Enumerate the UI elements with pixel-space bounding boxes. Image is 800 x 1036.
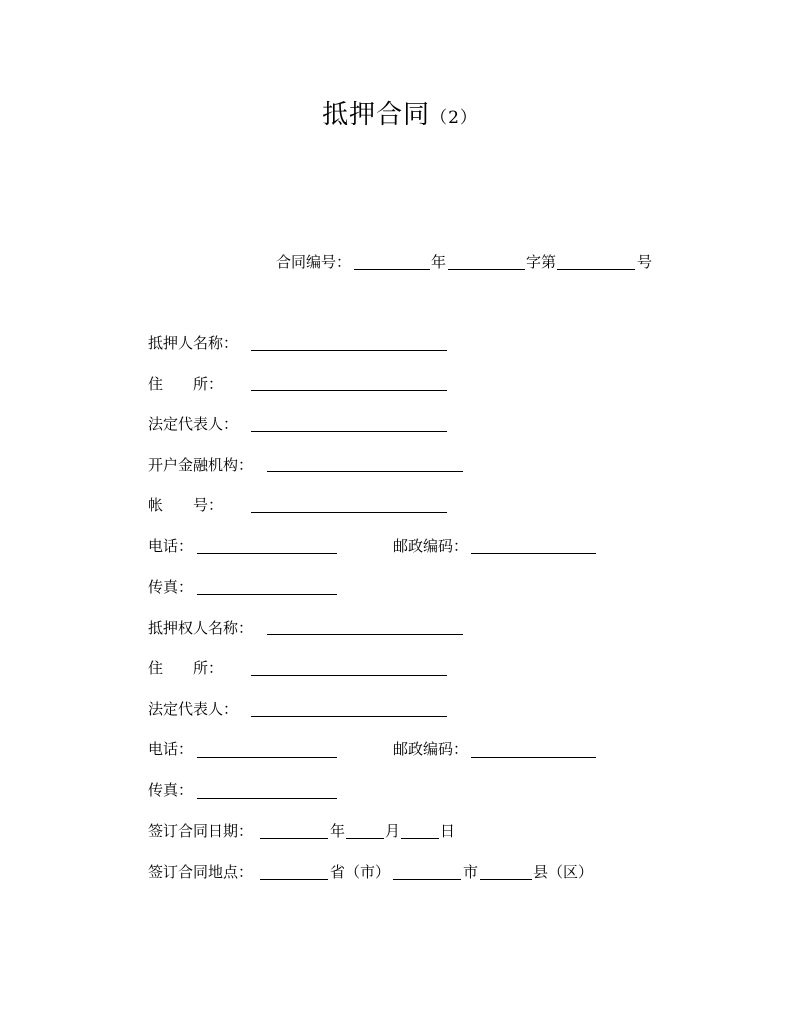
mortgagor-postcode-blank[interactable]: [471, 552, 596, 554]
mortgagor-bank-blank[interactable]: [267, 470, 463, 472]
mortgagor-phone-label: 电话：: [148, 537, 194, 555]
sign-place-province-blank[interactable]: [260, 878, 328, 880]
sign-date-year-blank[interactable]: [260, 837, 328, 839]
contract-no-year-blank[interactable]: [354, 268, 430, 270]
contract-no-year: 年: [431, 253, 447, 271]
mortgagee-legal-rep-blank[interactable]: [251, 715, 447, 717]
title-main: 抵押合同: [322, 100, 431, 130]
mortgagor-name-blank[interactable]: [251, 349, 447, 351]
sign-date-year: 年: [330, 822, 346, 840]
mortgagor-address-blank[interactable]: [251, 389, 447, 391]
mortgagee-name-label: 抵押权人名称：: [148, 619, 254, 637]
sign-place-city: 市: [463, 863, 479, 881]
sign-date-month: 月: [385, 822, 401, 840]
sign-date-day: 日: [440, 822, 456, 840]
mortgagor-name-label: 抵押人名称：: [148, 334, 239, 352]
mortgagee-postcode-label: 邮政编码：: [393, 740, 469, 758]
mortgagee-address-blank[interactable]: [251, 674, 447, 676]
mortgagor-account-blank[interactable]: [251, 511, 447, 513]
sign-date-month-blank[interactable]: [346, 837, 384, 839]
contract-no-label: 合同编号：: [276, 253, 352, 271]
sign-date-day-blank[interactable]: [401, 837, 439, 839]
mortgagor-fax-label: 传真：: [148, 578, 194, 596]
sign-date-label: 签订合同日期：: [148, 822, 254, 840]
contract-no-zi-blank[interactable]: [448, 268, 525, 270]
sign-place-county-blank[interactable]: [480, 878, 532, 880]
sign-place-province: 省（市）: [330, 863, 391, 881]
mortgagee-address-label: 住 所：: [148, 659, 224, 677]
mortgagee-phone-label: 电话：: [148, 740, 194, 758]
mortgagee-phone-blank[interactable]: [197, 756, 337, 758]
title-suffix: （2）: [430, 108, 478, 128]
contract-no-zidi: 字第: [526, 253, 557, 271]
contract-no-hao: 号: [637, 253, 653, 271]
mortgagee-fax-blank[interactable]: [197, 797, 337, 799]
mortgagor-address-label: 住 所：: [148, 375, 224, 393]
mortgagor-legal-rep-label: 法定代表人：: [148, 415, 239, 433]
mortgagor-phone-blank[interactable]: [197, 552, 337, 554]
sign-place-city-blank[interactable]: [393, 878, 461, 880]
mortgagor-bank-label: 开户金融机构：: [148, 456, 254, 474]
mortgagor-postcode-label: 邮政编码：: [393, 537, 469, 555]
sign-place-county: 县（区）: [533, 863, 594, 881]
mortgagor-legal-rep-blank[interactable]: [251, 430, 447, 432]
contract-no-number-blank[interactable]: [557, 268, 635, 270]
document-title: [0, 94, 800, 131]
mortgagee-name-blank[interactable]: [267, 633, 463, 635]
mortgagor-account-label: 帐 号：: [148, 496, 224, 514]
mortgagee-fax-label: 传真：: [148, 781, 194, 799]
mortgagee-postcode-blank[interactable]: [471, 756, 596, 758]
sign-place-label: 签订合同地点：: [148, 863, 254, 881]
mortgagee-legal-rep-label: 法定代表人：: [148, 700, 239, 718]
mortgagor-fax-blank[interactable]: [197, 593, 337, 595]
